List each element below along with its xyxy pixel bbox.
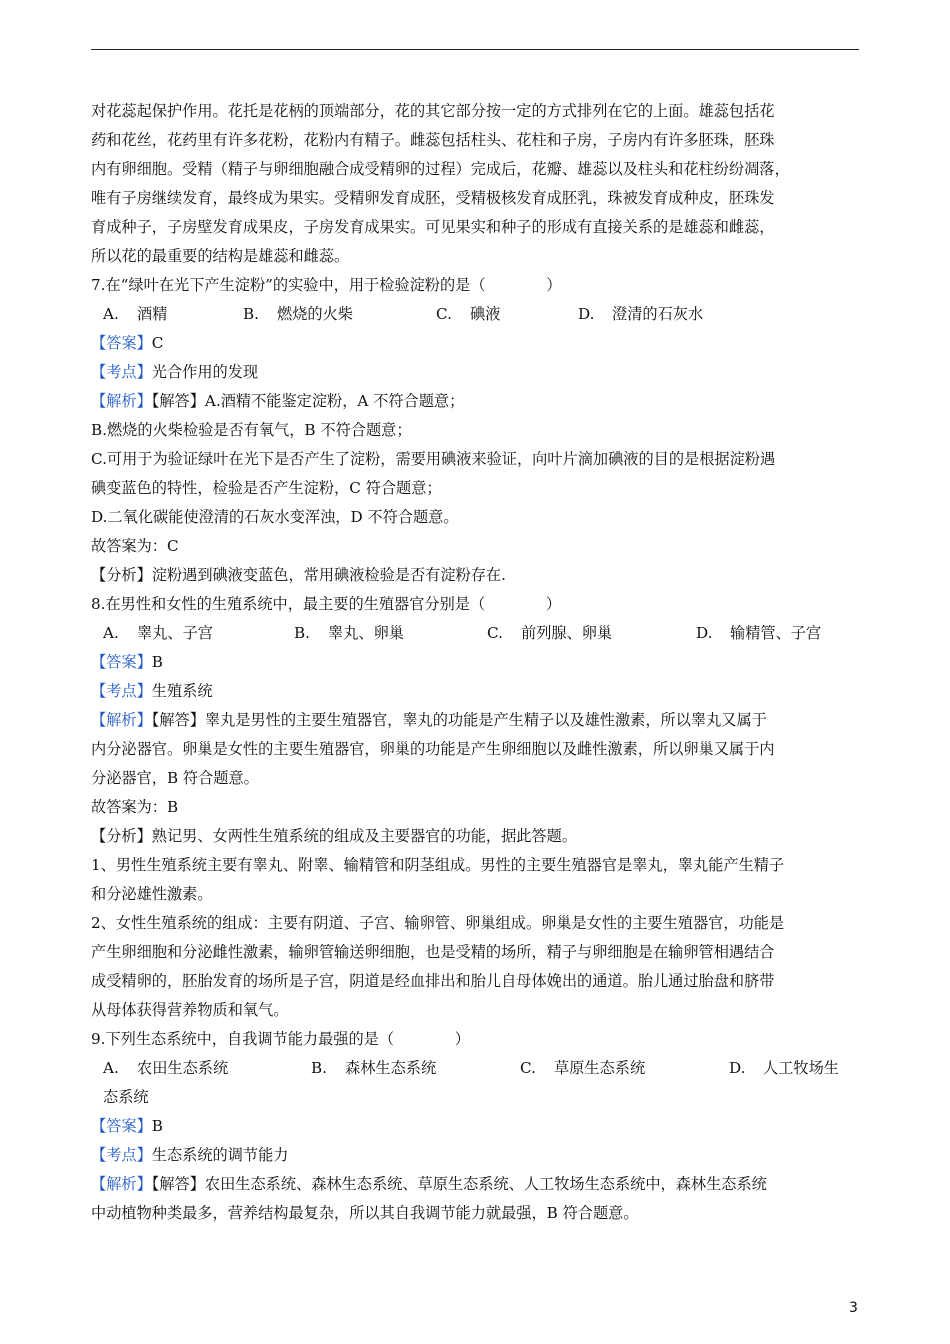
point-value: 生态系统的调节能力	[151, 1146, 289, 1164]
option-letter: C.	[487, 624, 503, 642]
answer-tag: 【答案】	[91, 334, 152, 352]
text-line: 1、男性生殖系统主要有睾丸、附睾、输精管和阴茎组成。男性的主要生殖器官是睾丸，睾丸能产生精子	[91, 856, 785, 874]
analysis-text: A.酒精不能鉴定淀粉，A 不符合题意；	[204, 392, 465, 410]
option-letter: B.	[311, 1059, 327, 1077]
answer-value: B	[151, 653, 163, 671]
document-body	[91, 97, 861, 1228]
solution-tag: 【解答】	[151, 1175, 205, 1193]
text-line: 对花蕊起保护作用。花托是花柄的顶端部分，花的其它部分按一定的方式排列在它的上面。雄蕊包括花	[91, 102, 775, 120]
analysis-tag: 【解析】	[91, 392, 152, 410]
header-rule	[91, 49, 859, 50]
option-letter: A.	[103, 1059, 119, 1077]
option-letter: D.	[729, 1059, 746, 1077]
conclusion-line: 故答案为：B	[91, 798, 179, 816]
page-number: 3	[849, 1300, 858, 1316]
text-line: 产生卵细胞和分泌雌性激素，输卵管输送卵细胞，也是受精的场所，精子与卵细胞是在输卵管相遇结合	[91, 943, 775, 961]
text-line: 内分泌器官。卵巢是女性的主要生殖器官，卵巢的功能是产生卵细胞以及雌性激素，所以卵巢又属于内	[91, 740, 775, 758]
option-text: 酒精	[137, 305, 168, 323]
analysis-text: 农田生态系统、森林生态系统、草原生态系统、人工牧场生态系统中，森林生态系统	[204, 1175, 767, 1193]
option-b	[243, 300, 436, 329]
point-value: 生殖系统	[151, 682, 213, 700]
option-c	[487, 619, 696, 648]
text-line: 碘变蓝色的特性，检验是否产生淀粉，C 符合题意；	[91, 479, 442, 497]
option-b	[311, 1054, 520, 1083]
text-line: B.燃烧的火柴检验是否有氧气，B 不符合题意；	[91, 421, 412, 439]
answer-value: C	[151, 334, 164, 352]
option-c	[520, 1054, 729, 1083]
text-line: 中动植物种类最多，营养结构最复杂，所以其自我调节能力就最强，B 符合题意。	[91, 1204, 639, 1222]
option-text: 输精管、子宫	[730, 624, 822, 642]
text-line: 药和花丝，花药里有许多花粉，花粉内有精子。雌蕊包括柱头、花柱和子房，子房内有许多胚珠，胚珠	[91, 131, 775, 149]
answer-line	[91, 1112, 861, 1141]
options-row	[91, 619, 861, 648]
option-d	[578, 300, 703, 329]
solution-tag: 【解答】	[151, 392, 205, 410]
analysis-tag: 【解析】	[91, 711, 152, 729]
option-b	[294, 619, 487, 648]
answer-tag: 【答案】	[91, 1117, 152, 1135]
option-a	[103, 619, 294, 648]
answer-line	[91, 329, 861, 358]
analysis-line	[91, 387, 861, 416]
option-text: 草原生态系统	[554, 1059, 646, 1077]
point-value: 光合作用的发现	[151, 363, 259, 381]
option-a	[103, 1054, 311, 1083]
answer-value: B	[151, 1117, 163, 1135]
fenxi-line	[91, 561, 861, 590]
point-tag: 【考点】	[91, 682, 152, 700]
fenxi-tag: 【分析】	[91, 566, 152, 584]
option-text: 燃烧的火柴	[277, 305, 353, 323]
option-wrap-line: 态系统	[103, 1088, 149, 1106]
question-stem: 8.在男性和女性的生殖系统中，最主要的生殖器官分别是（ ）	[91, 595, 562, 613]
option-text: 睾丸、子宫	[137, 624, 213, 642]
question-stem: 7.在“绿叶在光下产生淀粉”的实验中，用于检验淀粉的是（ ）	[91, 276, 562, 294]
option-text: 睾丸、卵巢	[328, 624, 404, 642]
option-letter: B.	[243, 305, 259, 323]
option-text: 农田生态系统	[137, 1059, 229, 1077]
question-stem: 9.下列生态系统中，自我调节能力最强的是（ ）	[91, 1030, 470, 1048]
option-a	[103, 300, 243, 329]
text-line: 成受精卵的，胚胎发育的场所是子宫，阴道是经血排出和胎儿自母体娩出的通道。胎儿通过胎盘和脐带	[91, 972, 775, 990]
answer-tag: 【答案】	[91, 653, 152, 671]
options-row	[91, 300, 861, 329]
analysis-line	[91, 1170, 861, 1199]
analysis-text: 睾丸是男性的主要生殖器官，睾丸的功能是产生精子以及雄性激素，所以睾丸又属于	[204, 711, 767, 729]
point-line	[91, 1141, 861, 1170]
text-line: 所以花的最重要的结构是雄蕊和雌蕊。	[91, 247, 350, 265]
fenxi-text: 淀粉遇到碘液变蓝色，常用碘液检验是否有淀粉存在.	[151, 566, 506, 584]
option-text: 森林生态系统	[345, 1059, 437, 1077]
option-text: 碘液	[470, 305, 501, 323]
text-line: 2、女性生殖系统的组成：主要有阴道、子宫、输卵管、卵巢组成。卵巢是女性的主要生殖器官，功能是	[91, 914, 785, 932]
option-letter: A.	[103, 305, 119, 323]
solution-tag: 【解答】	[151, 711, 205, 729]
option-letter: A.	[103, 624, 119, 642]
text-line: C.可用于为验证绿叶在光下是否产生了淀粉，需要用碘液来验证，向叶片滴加碘液的目的是根据淀粉遇	[91, 450, 776, 468]
point-line	[91, 358, 861, 387]
text-line: D.二氧化碳能使澄清的石灰水变浑浊，D 不符合题意。	[91, 508, 459, 526]
analysis-tag: 【解析】	[91, 1175, 152, 1193]
fenxi-tag: 【分析】	[91, 827, 152, 845]
conclusion-line: 故答案为：C	[91, 537, 179, 555]
fenxi-text: 熟记男、女两性生殖系统的组成及主要器官的功能，据此答题。	[151, 827, 577, 845]
options-row	[91, 1054, 861, 1083]
analysis-line	[91, 706, 861, 735]
text-line: 和分泌雄性激素。	[91, 885, 213, 903]
option-d	[729, 1054, 839, 1083]
text-line: 唯有子房继续发育，最终成为果实。受精卵发育成胚，受精极核发育成胚乳，珠被发育成种皮，胚珠发	[91, 189, 775, 207]
answer-line	[91, 648, 861, 677]
text-line: 分泌器官，B 符合题意。	[91, 769, 259, 787]
option-text: 澄清的石灰水	[612, 305, 704, 323]
option-d	[696, 619, 821, 648]
option-text: 人工牧场生	[763, 1059, 839, 1077]
fenxi-line	[91, 822, 861, 851]
option-letter: C.	[520, 1059, 536, 1077]
option-letter: D.	[578, 305, 595, 323]
option-letter: C.	[436, 305, 452, 323]
option-letter: D.	[696, 624, 713, 642]
point-tag: 【考点】	[91, 363, 152, 381]
option-letter: B.	[294, 624, 310, 642]
text-line: 内有卵细胞。受精（精子与卵细胞融合成受精卵的过程）完成后，花瓣、雄蕊以及柱头和花柱纷纷凋落，	[91, 160, 790, 178]
option-c	[436, 300, 578, 329]
text-line: 从母体获得营养物质和氧气。	[91, 1001, 289, 1019]
option-text: 前列腺、卵巢	[521, 624, 613, 642]
point-line	[91, 677, 861, 706]
text-line: 育成种子，子房壁发育成果皮，子房发育成果实。可见果实和种子的形成有直接关系的是雄蕊和雌蕊，	[91, 218, 775, 236]
point-tag: 【考点】	[91, 1146, 152, 1164]
